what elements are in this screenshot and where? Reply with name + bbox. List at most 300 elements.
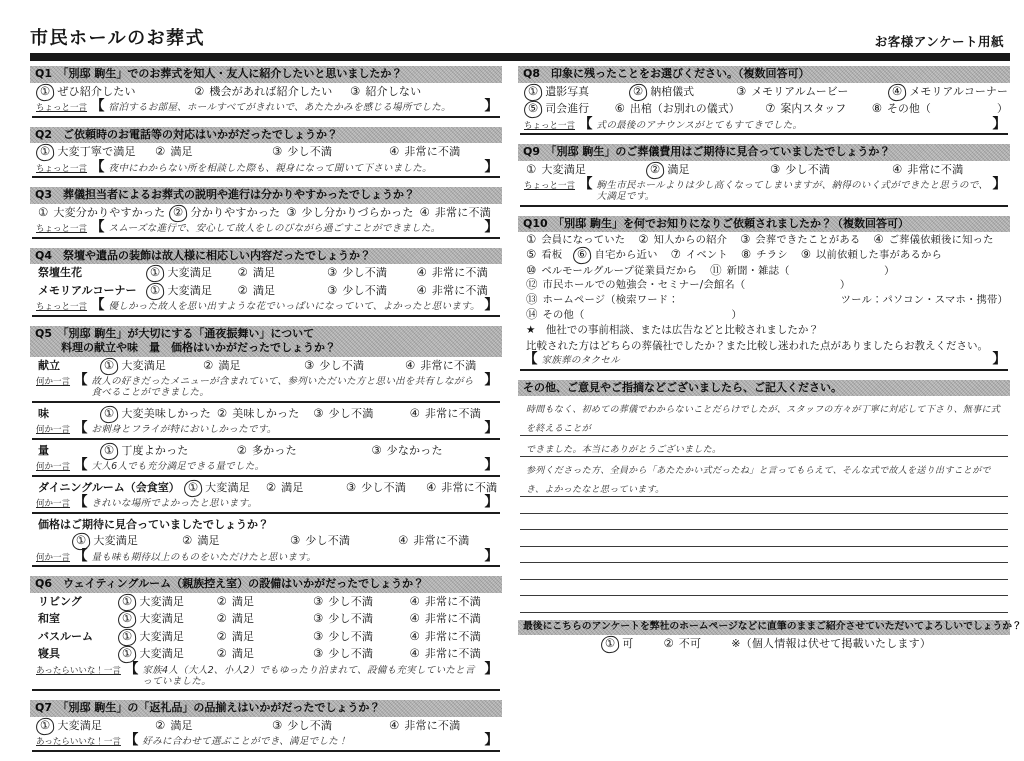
handwritten-comment: できました。本当にありがとうございました。: [526, 445, 722, 456]
option-label: 分かりやすかった: [190, 205, 281, 219]
comment-line: [32, 422, 500, 440]
option-number-circled: ②: [645, 161, 665, 179]
option-label: 満足: [231, 629, 255, 643]
row-label: 祭壇生花: [38, 266, 82, 280]
option-row: [518, 83, 1010, 101]
option-label: 少し分かりづらかった: [301, 205, 414, 219]
option-label: 非常に不満: [424, 406, 481, 420]
option-label: 満足: [170, 145, 193, 159]
option-number-circled: ①: [117, 610, 137, 628]
option-number: ①: [526, 232, 537, 247]
option-label: ぜひ紹介したい: [57, 84, 136, 98]
option-number: ②: [216, 611, 227, 626]
comment-line: [32, 734, 500, 752]
option: [313, 613, 404, 626]
option-label: 非常に不満: [431, 266, 488, 280]
option-number: ⑪: [710, 262, 722, 277]
option-number: ②: [216, 628, 227, 643]
option-label: 少し不満: [342, 266, 388, 280]
option-number: ②: [216, 405, 228, 420]
option-number-circled: ①: [183, 479, 203, 497]
option-selected: [38, 143, 149, 160]
ruled-line: [520, 530, 1008, 547]
comment-line: [520, 178, 1008, 207]
option-number: ②: [237, 282, 248, 297]
question-title-line2: 料理の献立や味 量 価格はいかがだったでしょうか？: [61, 341, 336, 355]
option-number: ②: [638, 232, 649, 247]
option-label: 非常に不満: [413, 534, 470, 548]
option-label: 大変丁寧で満足: [57, 145, 136, 159]
close-bracket: 】: [484, 660, 498, 677]
option: [841, 295, 1008, 307]
option-row: [518, 292, 1010, 307]
ruled-line: [520, 596, 1008, 613]
option-row: [518, 635, 1010, 653]
option-number: ②: [236, 442, 247, 457]
option-label: 会員になっていた: [541, 234, 626, 247]
option: [740, 234, 860, 247]
option-number-circled: ①: [145, 282, 165, 300]
comment-line: [32, 299, 500, 317]
option-label: 大変満足: [57, 718, 103, 732]
option-number: ④: [398, 533, 409, 548]
option-number: ④: [409, 405, 420, 420]
option-number-circled: ④: [887, 83, 907, 101]
option-label: 少し不満: [328, 406, 374, 420]
left-column: [30, 66, 502, 761]
option-number: ③: [770, 161, 781, 176]
option-number: ③: [313, 405, 324, 420]
question-band: [518, 144, 1010, 161]
option-label: 非常に不満: [424, 647, 481, 661]
option-number: ③: [286, 204, 297, 219]
comment-line: [32, 221, 500, 239]
option-label: 非常に不満: [907, 162, 964, 176]
option-label: ホームページ（検索ワード：: [542, 294, 679, 307]
option-selected: [526, 100, 590, 117]
option-number: ①: [526, 161, 537, 176]
option-label: 納棺儀式: [650, 84, 695, 98]
static-text-line: 比較された方はどちらの葬儀社でしたか？また比較し迷われた点がありましたらお教えください。: [526, 339, 988, 352]
static-text-line: ★ 他社での事前相談、または広告などと比較されましたか？: [526, 323, 819, 336]
option: [416, 282, 501, 298]
question-band: [30, 576, 502, 593]
option-row: [518, 277, 1010, 292]
option-number: ③: [272, 144, 283, 159]
option-row: [30, 532, 502, 550]
option-label: 少し不満: [328, 612, 374, 626]
static-text-line: 価格はご期待に見合っていましたでしょうか？: [38, 517, 269, 531]
option-label: 少し不満: [328, 629, 374, 643]
question-title: Q5 「別邸 駒生」が大切にする「通夜振舞い」について: [35, 326, 315, 340]
handwritten-comment: スムーズな進行で、安心して故人をしのびながら過ごすことができました。: [108, 223, 441, 235]
option: [526, 262, 698, 278]
comment-label: ちょっと一言: [36, 224, 88, 235]
ruled-line: [520, 514, 1008, 531]
handwritten-comment: きれいな場所でよかったと思います。: [91, 498, 258, 510]
option-selected: [38, 83, 188, 100]
option: [216, 405, 307, 421]
option-label: 満足: [218, 358, 241, 372]
option: [801, 249, 942, 262]
option-label: 大変満足: [139, 594, 185, 608]
option-label: 市民ホールでの勉強会・セミナー/会館名（ ）: [542, 279, 851, 292]
option: [236, 442, 366, 458]
option-selected: [120, 593, 211, 610]
option-number: ⑦: [670, 247, 681, 262]
question-band: [30, 700, 502, 717]
question-title: Q2 ご依頼時のお電話等の対応はいかがだったでしょうか？: [35, 127, 339, 141]
option-label: 非常に不満: [441, 480, 498, 494]
option-number-circled: ①: [523, 83, 543, 101]
option-label: チラシ: [756, 249, 788, 262]
option-label: 満足: [231, 594, 255, 608]
handwritten-comment: 夜中にわからない所を相談した際も、親身になって聞いて下さいました。: [108, 162, 432, 174]
option-number: ③: [350, 83, 361, 98]
form-columns: [30, 66, 1022, 761]
option-label: 大変満足: [541, 162, 587, 176]
option: [615, 103, 740, 115]
question-title: Q6 ウェイティングルーム（親族控え室）の設備はいかがだったでしょうか？: [35, 577, 425, 591]
option-number-circled: ①: [600, 635, 620, 653]
option-number-circled: ②: [628, 83, 648, 101]
row-label: 寝具: [38, 647, 60, 661]
comment-line: [32, 158, 500, 179]
option-label: 大変満足: [93, 534, 139, 548]
option-label: 少し不満: [287, 145, 333, 159]
question-block-q6: [30, 576, 502, 693]
option-number: ②: [194, 83, 205, 98]
option: [155, 717, 266, 733]
option-number: ⑧: [740, 247, 752, 262]
option: [238, 267, 322, 280]
handwritten-comment: 時間もなく、初めての葬儀でわからないことだらけでしたが、スタッフの方々が丁寧に対応して下さり、無事に式を終えることが: [526, 405, 1001, 435]
option: [313, 405, 403, 421]
question-title: Q7 「別邸 駒生」の「返礼品」の品揃えはいかがだったでしょうか？: [35, 701, 381, 715]
option-label: 非常に不満: [404, 718, 461, 732]
handwritten-comment: 家族4人（大人2、小人2）でもゆったり泊まれて、設備も充実していたと言っていました。: [142, 664, 475, 688]
open-bracket: 【: [124, 660, 139, 677]
option: [405, 357, 500, 373]
option-label: 満足: [231, 612, 255, 626]
comment-label: 何か一言: [36, 462, 71, 473]
question-title: Q9 「別邸 駒生」のご葬儀費用はご期待に見合っていましたでしょうか？: [523, 145, 891, 159]
comment-line: [32, 374, 500, 403]
option-label: メモリアルコーナー: [909, 84, 1008, 98]
option-label: その他（ ）: [542, 309, 742, 322]
option-number: ⑬: [526, 292, 538, 307]
option-number: ④: [892, 161, 903, 176]
option-selected: [74, 532, 176, 549]
page-title: 市民ホールのお葬式: [30, 28, 206, 49]
option-label: 少し不満: [328, 594, 374, 608]
open-bracket: 【: [74, 420, 88, 437]
option-label: 大変満足: [205, 480, 250, 494]
option-label: ツール：パソコン・スマホ・携帯）: [840, 294, 1008, 307]
option-number: ⑨: [800, 247, 812, 262]
handwritten-comment: 宿泊するお部屋、ホールすべてがきれいで、あたたかみを感じる場所でした。: [108, 102, 451, 114]
question-block-q7: [30, 700, 502, 754]
option-label: 少し不満: [287, 718, 333, 732]
question-band: [518, 66, 1010, 83]
option: [526, 161, 642, 177]
sheet-label: お客様アンケート用紙: [874, 34, 1004, 49]
close-bracket: 】: [484, 372, 498, 389]
option: [409, 405, 500, 421]
option-number: ④: [389, 144, 400, 159]
option-number-circled: ①: [99, 405, 119, 423]
option-label: 会葬できたことがある: [755, 234, 861, 247]
option-selected: [603, 635, 634, 652]
close-bracket: 】: [484, 158, 498, 175]
comment-line: [520, 353, 1008, 371]
option-label: 自宅から近い: [594, 249, 658, 262]
option-selected: [631, 83, 695, 100]
option-label: 少し不満: [328, 647, 374, 661]
question-band: [30, 326, 502, 357]
option-selected: [120, 610, 211, 627]
comment-label: ちょっと一言: [36, 103, 88, 114]
question-band: [518, 216, 1010, 233]
comment-line: [32, 100, 500, 118]
row-label: リビング: [38, 594, 82, 608]
option-label: 以前依頼した事があるから: [816, 249, 943, 262]
question-title: その他、ご意見やご指摘などございましたら、ご記入ください。: [523, 380, 842, 394]
option: [350, 83, 500, 99]
option-label: 非常に不満: [424, 629, 481, 643]
option: [741, 249, 788, 262]
question-band: [518, 380, 1010, 397]
row-label: バスルーム: [38, 629, 93, 643]
option: [155, 146, 266, 159]
option-selected: [648, 161, 764, 178]
option-label: 不可: [678, 636, 702, 650]
comment-label: ちょっと一言: [36, 302, 88, 313]
handwritten-comment: 故人の好きだったメニューが含まれていて、参列いただいた方と思い出を共有しながら食べることができました。: [91, 376, 474, 399]
option-label: 非常に不満: [424, 612, 481, 626]
option-selected: [526, 83, 590, 100]
option-label: 満足: [252, 283, 276, 297]
comment-label: あったらいいな！一言: [36, 737, 121, 748]
option: [272, 717, 383, 733]
option-label: 少なかった: [386, 443, 443, 457]
question-block-q2: [30, 127, 502, 181]
handwritten-comment: 参列くださった方、全員から「あたたかい式だったね」と言ってもらえて、そんな式で故人を送り出すことができ、よかったなと思っています。: [526, 466, 991, 496]
option-label: イベント: [685, 249, 728, 262]
option: [417, 267, 501, 280]
option-number-circled: ①: [71, 532, 91, 550]
handwritten-comment: 好みに合わせて選ぶことができ、満足でした！: [142, 736, 348, 748]
option-row: [30, 405, 502, 423]
option-number: ④: [409, 646, 420, 661]
option: [892, 161, 1008, 177]
close-bracket: 】: [992, 115, 1006, 132]
comment-label: 何か一言: [36, 499, 71, 510]
option: [327, 282, 411, 298]
option-label: 満足: [281, 480, 304, 494]
option-number: ②: [203, 357, 214, 372]
question-band: [30, 187, 502, 204]
open-bracket: 【: [91, 297, 105, 314]
option-row: [518, 232, 1010, 247]
option-number: ③: [327, 282, 338, 297]
close-bracket: 】: [992, 351, 1006, 368]
option-label: 大変満足: [139, 612, 185, 626]
option-number: ②: [155, 144, 166, 159]
option-selected: [186, 479, 260, 496]
comment-line: [520, 115, 1008, 136]
option-label: 非常に不満: [434, 205, 491, 219]
row-label: 味: [38, 406, 49, 420]
option-number: ③: [740, 232, 751, 247]
option: [327, 267, 411, 280]
option-number-circled: ①: [35, 83, 55, 101]
option: [313, 648, 404, 661]
option: [216, 628, 308, 644]
option-number: ③: [290, 533, 301, 548]
option-number: ③: [313, 611, 324, 626]
option-row: [30, 442, 502, 460]
option-number-circled: ①: [117, 628, 137, 646]
option-number: ②: [216, 646, 227, 661]
option-label: 機会があれば紹介したい: [209, 84, 333, 98]
option-label: 多かった: [251, 443, 297, 457]
option-row: [30, 628, 502, 646]
option-label: 少し不満: [785, 162, 831, 176]
close-bracket: 】: [484, 457, 498, 474]
option-row: [30, 645, 502, 663]
question-title: Q4 祭壇や遺品の装飾は故人様に相応しい内容だったでしょうか？: [35, 248, 372, 262]
option-selected: [575, 246, 658, 263]
option-selected: [102, 357, 197, 374]
option-number: ②: [216, 593, 227, 608]
option-number: ④: [416, 282, 427, 297]
option-number: ③: [304, 357, 315, 372]
option-number: ③: [313, 628, 324, 643]
option: [526, 279, 850, 292]
option-label: 満足: [252, 266, 276, 280]
row-label: 量: [38, 443, 49, 457]
option-label: 非常に不満: [420, 358, 477, 372]
option-label: 美味しかった: [232, 406, 300, 420]
option: [286, 204, 414, 220]
option-number: ④: [873, 232, 884, 247]
ruled-line: [520, 497, 1008, 514]
option: [194, 83, 344, 99]
option-number: ④: [425, 479, 437, 494]
option: [638, 234, 727, 247]
option-number: ④: [409, 611, 420, 626]
option-row: [30, 717, 502, 735]
option: [237, 282, 322, 298]
option-number-circled: ①: [117, 593, 137, 611]
ruled-line: [520, 580, 1008, 597]
comment-label: あったらいいな！一言: [36, 665, 121, 676]
open-bracket: 【: [91, 98, 105, 115]
comment-line: [32, 496, 500, 514]
option-number: ③: [371, 442, 382, 457]
open-bracket: 【: [74, 457, 88, 474]
option: [671, 249, 728, 262]
option-number-circled: ②: [169, 204, 189, 222]
option-selected: [148, 282, 232, 299]
open-bracket: 【: [74, 547, 88, 564]
open-bracket: 【: [524, 351, 538, 368]
option-label: 大変満足: [139, 629, 185, 643]
comment-label: 何か一言: [36, 552, 71, 563]
row-label: メモリアルコーナー: [38, 283, 137, 297]
handwritten-comment: 優しかった故人を思い出すような花でいっぱいになっていて、よかったと思います。: [108, 301, 480, 313]
row-label: 和室: [38, 612, 60, 626]
option-label: 知人からの紹介: [653, 234, 728, 247]
comment-line: [32, 459, 500, 477]
option-number: ⑩: [526, 262, 537, 277]
option-number: ②: [155, 717, 166, 732]
open-bracket: 【: [91, 219, 105, 236]
option-label: 満足: [197, 534, 220, 548]
option-selected: [120, 645, 211, 662]
comment-label: 何か一言: [36, 425, 71, 436]
option: [203, 357, 298, 373]
option: [217, 613, 308, 626]
option-label: 満足: [231, 647, 255, 661]
question-title: Q1 「別邸 駒生」でのお葬式を知人・友人に紹介したいと思いましたか？: [35, 67, 403, 80]
option-number: ⑭: [526, 307, 538, 322]
option-label: 満足: [667, 162, 690, 176]
option-label: 遺影写真: [545, 84, 590, 98]
option-number: ④: [405, 357, 416, 372]
option: [371, 442, 500, 458]
option: [409, 593, 501, 609]
option: [526, 234, 625, 247]
option-selected: [120, 628, 211, 645]
comment-label: 何か一言: [36, 377, 71, 388]
option-number-circled: ⑥: [573, 246, 593, 264]
question-title: Q3 葬儀担当者によるお葬式の説明や進行は分かりやすかったでしょうか？: [35, 188, 416, 202]
option-number-circled: ①: [145, 264, 165, 282]
option-label: ※（個人情報は伏せて掲載いたします）: [731, 636, 932, 650]
option-label: 大変満足: [167, 283, 213, 297]
option-row: [518, 307, 1010, 322]
option-number-circled: ①: [35, 717, 55, 735]
close-bracket: 】: [484, 98, 498, 115]
option-number: ⑥: [614, 101, 625, 116]
option-label: 丁度よかった: [121, 443, 189, 457]
option-label: その他（ ）: [887, 102, 1008, 116]
option-label: ベルモールグループ従業員だから: [541, 264, 698, 277]
question-title: Q10 「別邸 駒生」を何でお知りになりご依頼されましたか？（複数回答可）: [523, 216, 909, 230]
option: [425, 479, 500, 495]
comment-line: [32, 547, 500, 568]
close-bracket: 】: [484, 420, 498, 437]
ruled-line: [520, 547, 1008, 564]
question-block-q9: [518, 144, 1010, 209]
option-number: ④: [419, 204, 430, 219]
open-bracket: 【: [579, 176, 593, 193]
option: [216, 593, 308, 609]
comment-label: ちょっと一言: [36, 163, 88, 174]
option: [770, 161, 886, 177]
option: [663, 635, 702, 651]
option: [410, 648, 501, 661]
option: [217, 648, 308, 661]
close-bracket: 】: [484, 219, 498, 236]
option: [345, 479, 420, 495]
question-block-q5: [30, 326, 502, 570]
option-selected: [890, 83, 1008, 100]
option-row: [30, 479, 502, 497]
option-label: 紹介しない: [365, 84, 422, 98]
